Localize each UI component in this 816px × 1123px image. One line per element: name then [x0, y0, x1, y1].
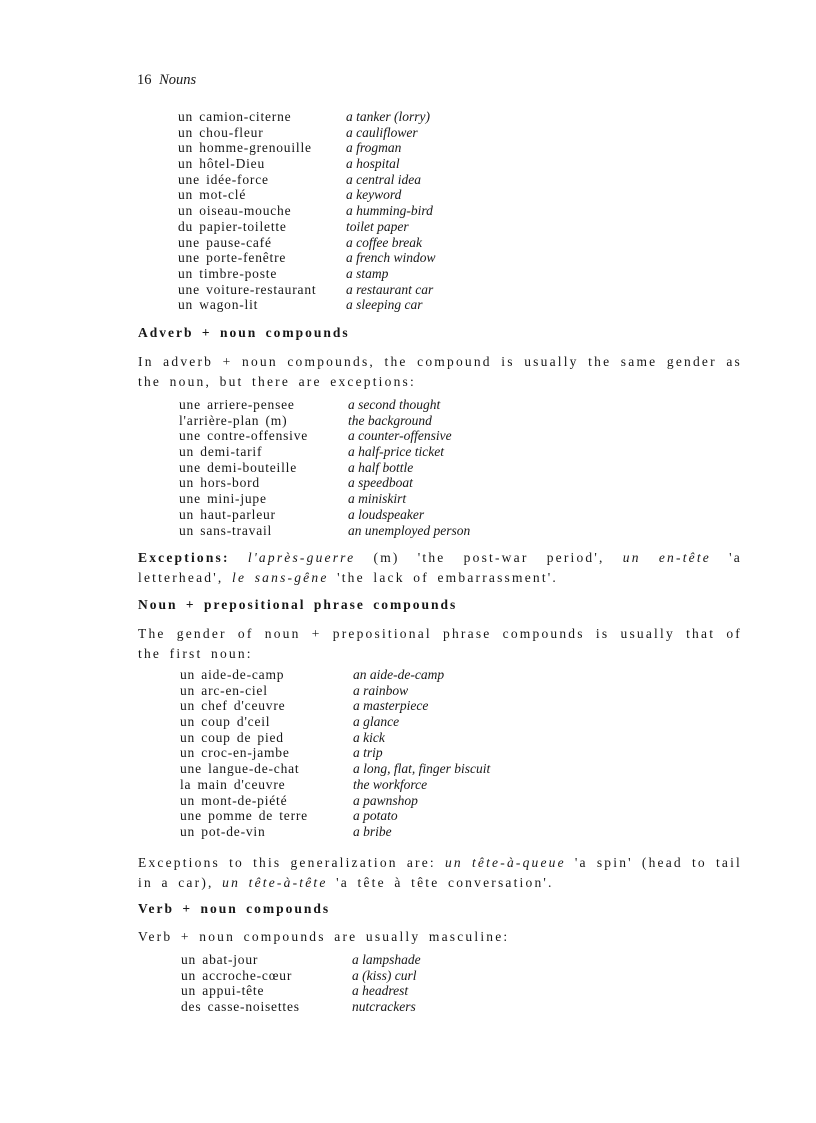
section-text: In adverb + noun compounds, the compound is usually the same gender as the noun, but there are exceptions: [138, 354, 742, 389]
exception-gloss: 'a spin' (head to tail in a car), [138, 855, 742, 890]
french-term: un chef d'ceuvre [180, 698, 286, 714]
english-translation: a cauliflower [346, 124, 418, 140]
french-term: un oiseau-mouche [178, 203, 292, 219]
exception-term: un tête-à-queue [444, 855, 566, 870]
french-term: un croc-en-jambe [180, 745, 290, 761]
section-heading: Adverb + noun compounds [138, 325, 350, 340]
french-term: un chou-fleur [178, 124, 264, 140]
french-term: un abat-jour [181, 952, 259, 967]
french-term: un pot-de-vin [180, 823, 266, 839]
english-translation: a trip [353, 745, 383, 761]
page-number: 16 [137, 72, 152, 88]
french-term: un arc-en-ciel [180, 682, 268, 698]
english-translation: a half bottle [348, 459, 414, 475]
english-translation: a keyword [346, 187, 402, 203]
english-translation: a counter-offensive [348, 428, 452, 444]
exceptions-label: Exceptions: [138, 550, 230, 565]
running-title: Nouns [159, 72, 197, 88]
english-translation: the background [348, 412, 432, 428]
exceptions-paragraph [138, 853, 742, 893]
french-term: un haut-parleur [179, 506, 276, 522]
french-term: du papier-toilette [178, 218, 287, 234]
english-translation: a second thought [348, 397, 441, 412]
french-term: une mini-jupe [179, 491, 267, 507]
section-verb-noun [138, 901, 742, 947]
exceptions-prepositional [138, 853, 742, 893]
english-translation: a tanker (lorry) [346, 109, 430, 124]
english-translation: a stamp [346, 265, 389, 281]
exception-term: l'après-guerre [247, 550, 356, 565]
french-term: un timbre-poste [178, 265, 278, 281]
french-term: un homme-grenouille [178, 140, 312, 156]
english-translation: nutcrackers [352, 999, 416, 1015]
running-header [137, 72, 196, 89]
english-translation: a pawnshop [353, 792, 418, 808]
section-prepositional [138, 597, 742, 664]
exception-gloss: 'a letterhead', [138, 550, 742, 585]
french-term: une langue-de-chat [180, 761, 300, 777]
english-translation: a hospital [346, 156, 400, 172]
english-translation: a restaurant car [346, 281, 434, 297]
english-translation: a glance [353, 714, 400, 730]
french-term: un camion-citerne [178, 109, 292, 124]
english-translation: a frogman [346, 140, 402, 156]
exceptions-adverb [138, 548, 742, 588]
french-term: un sans-travail [179, 522, 273, 538]
french-term: un mot-clé [178, 187, 247, 203]
french-term: un appui-tête [181, 983, 265, 999]
english-translation: a kick [353, 729, 385, 745]
english-translation: a sleeping car [346, 297, 423, 313]
french-term: un accroche-cœur [181, 967, 293, 983]
english-translation: a half-price ticket [348, 444, 444, 460]
french-term: une voiture-restaurant [178, 281, 317, 297]
french-term: une demi-bouteille [179, 459, 297, 475]
english-translation: a masterpiece [353, 698, 429, 714]
english-translation: a lampshade [352, 952, 421, 967]
exception-term: un tête-à-tête [222, 875, 328, 890]
french-term: une porte-fenêtre [178, 250, 287, 266]
english-translation: a bribe [353, 823, 392, 839]
english-translation: a miniskirt [348, 491, 407, 507]
french-term: une idée-force [178, 171, 269, 187]
english-translation: a potato [353, 808, 398, 824]
french-term: une pause-café [178, 234, 272, 250]
french-term: un coup de pied [180, 729, 284, 745]
french-term: un coup d'ceil [180, 714, 271, 730]
english-translation: the workforce [353, 776, 428, 792]
french-term: un mont-de-piété [180, 792, 288, 808]
section-heading: Verb + noun compounds [138, 901, 331, 916]
section-text: The gender of noun + prepositional phrase compounds is usually that of the first noun: [138, 626, 742, 661]
french-term: l'arrière-plan (m) [179, 412, 288, 428]
english-translation: a rainbow [353, 682, 409, 698]
section-adverb-noun [138, 325, 742, 392]
french-term: un wagon-lit [178, 297, 259, 313]
exception-term: un en-tête [622, 550, 711, 565]
french-term: une contre-offensive [179, 428, 309, 444]
english-translation: a central idea [346, 171, 421, 187]
section-heading: Noun + prepositional phrase compounds [138, 597, 458, 612]
english-translation: an unemployed person [348, 522, 471, 538]
exception-gloss: (m) 'the post-war period', [355, 550, 623, 565]
english-translation: toilet paper [346, 218, 409, 234]
french-term: un hôtel-Dieu [178, 156, 266, 172]
english-translation: a (kiss) curl [352, 967, 417, 983]
exception-term: le sans-gêne [232, 570, 329, 585]
english-translation: a speedboat [348, 475, 413, 491]
french-term: un aide-de-camp [180, 667, 285, 682]
french-term: un hors-bord [179, 475, 260, 491]
english-translation: a humming-bird [346, 203, 433, 219]
exception-gloss: 'the lack of embarrassment'. [328, 570, 558, 585]
french-term: des casse-noisettes [181, 999, 300, 1015]
english-translation: a long, flat, finger biscuit [353, 761, 491, 777]
french-term: la main d'ceuvre [180, 776, 286, 792]
section-text: Verb + noun compounds are usually masculine: [138, 929, 510, 944]
french-term: une pomme de terre [180, 808, 308, 824]
exceptions-lead: Exceptions to this generalization are: [138, 855, 445, 870]
french-term: un demi-tarif [179, 444, 263, 460]
english-translation: a headrest [352, 983, 409, 999]
english-translation: a french window [346, 250, 436, 266]
exceptions-paragraph [138, 548, 742, 588]
french-term: une arriere-pensee [179, 397, 295, 412]
english-translation: an aide-de-camp [353, 667, 445, 682]
english-translation: a loudspeaker [348, 506, 425, 522]
exception-gloss: 'a tête à tête conversation'. [327, 875, 554, 890]
english-translation: a coffee break [346, 234, 422, 250]
